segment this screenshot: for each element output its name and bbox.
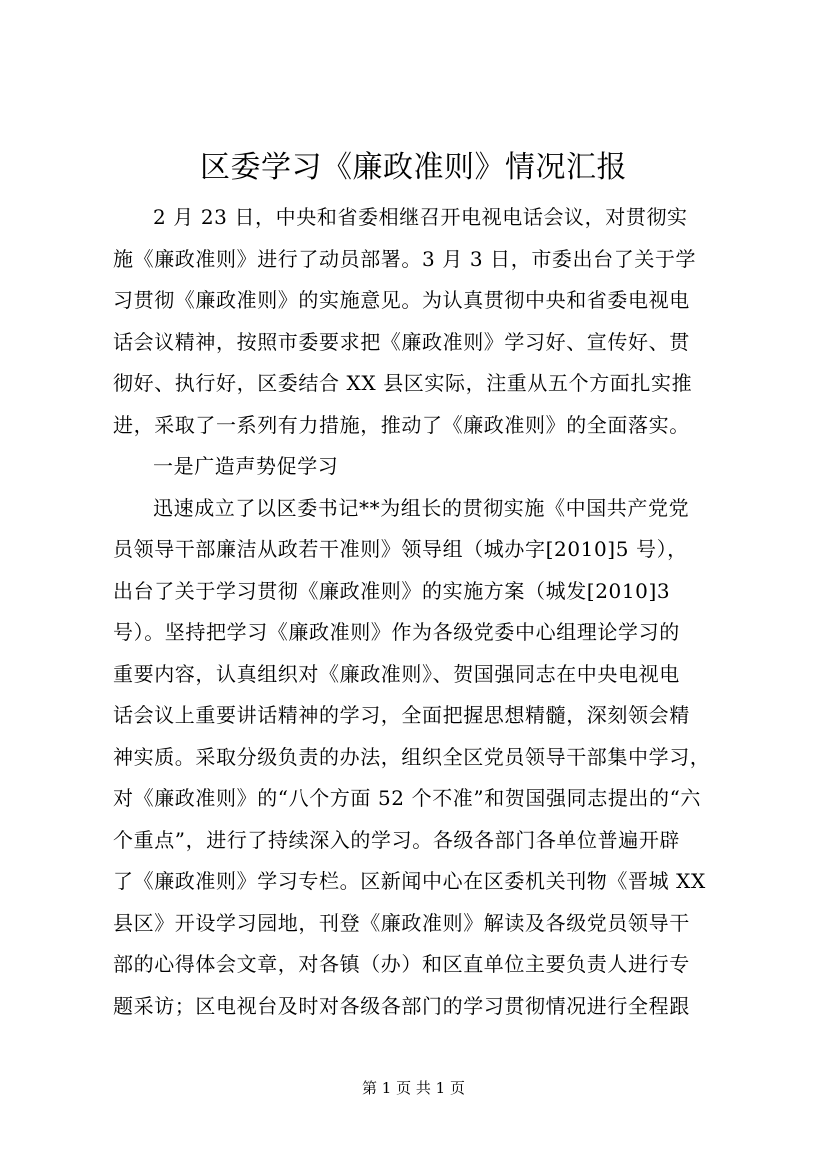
paragraph-line: 话会议上重要讲话精神的学习，全面把握思想精髓，深刻领会精 bbox=[113, 703, 690, 727]
paragraph-line: 神实质。采取分级负责的办法，组织全区党员领导干部集中学习， bbox=[113, 744, 711, 769]
paragraph-line: 进，采取了一系列有力措施，推动了《廉政准则》的全面落实。 bbox=[113, 412, 690, 437]
paragraph-line: 部的心得体会文章，对各镇（办）和区直单位主要负责人进行专 bbox=[113, 952, 690, 976]
paragraph-line: 出台了关于学习贯彻《廉政准则》的实施方案（城发[2010]3 bbox=[113, 578, 671, 603]
paragraph-line: 施《廉政准则》进行了动员部署。3 月 3 日，市委出台了关于学 bbox=[113, 246, 697, 271]
paragraph-line: 重要内容，认真组织对《廉政准则》、贺国强同志在中央电视电 bbox=[113, 661, 680, 686]
paragraph-line: 对《廉政准则》的“八个方面 52 个不准”和贺国强同志提出的“六 bbox=[113, 786, 702, 810]
document-title: 区委学习《廉政准则》情况汇报 bbox=[200, 150, 627, 185]
document-body bbox=[113, 197, 753, 1027]
paragraph-line: 2 月 23 日，中央和省委相继召开电视电话会议，对贯彻实 bbox=[153, 205, 688, 229]
paragraph-line: 员领导干部廉洁从政若干准则》领导组（城办字[2010]5 号）， bbox=[113, 537, 688, 561]
section-heading: 一是广造声势促学习 bbox=[153, 454, 339, 478]
paragraph-line: 题采访；区电视台及时对各级各部门的学习贯彻情况进行全程跟 bbox=[113, 993, 690, 1018]
paragraph-line: 号）。坚持把学习《廉政准则》作为各级党委中心组理论学习的 bbox=[113, 620, 680, 644]
paragraph-line: 迅速成立了以区委书记**为组长的贯彻实施《中国共产党党 bbox=[153, 495, 690, 520]
paragraph-line: 习贯彻《廉政准则》的实施意见。为认真贯彻中央和省委电视电 bbox=[113, 288, 690, 312]
paragraph-line: 话会议精神，按照市委要求把《廉政准则》学习好、宣传好、贯 bbox=[113, 329, 690, 354]
paragraph-line: 个重点”，进行了持续深入的学习。各级各部门各单位普遍开辟 bbox=[113, 827, 681, 852]
paragraph-line: 彻好、执行好，区委结合 XX 县区实际，注重从五个方面扎实推 bbox=[113, 371, 693, 395]
paragraph-line: 县区》开设学习园地，刊登《廉政准则》解读及各级党员领导干 bbox=[113, 910, 690, 935]
page-footer: 第 1 页 共 1 页 bbox=[362, 1079, 465, 1097]
paragraph-line: 了《廉政准则》学习专栏。区新闻中心在区委机关刊物《晋城 XX bbox=[113, 869, 706, 893]
